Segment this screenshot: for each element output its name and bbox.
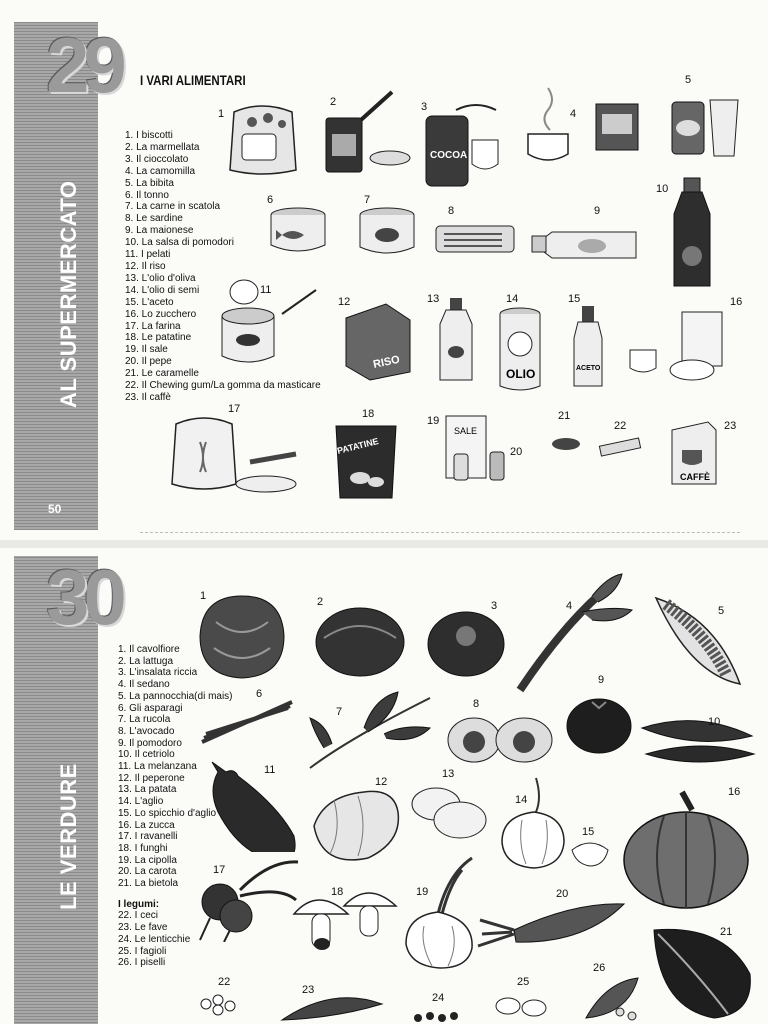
coffee-pack-illustration	[668, 420, 720, 488]
picture-number: 15	[582, 826, 595, 838]
picture-number: 4	[566, 600, 573, 612]
picture-number: 1	[218, 108, 225, 120]
picture-number: 13	[442, 768, 455, 780]
list-item: 14. L'aglio	[118, 796, 164, 808]
broad-beans-illustration	[276, 990, 386, 1024]
picture-number: 26	[593, 962, 606, 974]
picture-number: 15	[568, 293, 581, 305]
biscuits-bag-illustration	[222, 98, 304, 178]
list-item: 3. L'insalata riccia	[118, 667, 198, 679]
picture-number: 5	[685, 74, 692, 86]
picture-number: 23	[302, 984, 315, 996]
list-item: 10. La salsa di pomodori	[125, 237, 234, 249]
picture-number: 8	[473, 698, 480, 710]
picture-number: 1	[200, 590, 207, 602]
list-item: 21. La bietola	[118, 878, 179, 890]
list-item: 11. La melanzana	[118, 761, 197, 773]
mushrooms-illustration	[290, 884, 400, 960]
list-item: 23. Il caffè	[125, 391, 171, 403]
list-item: 19. La cipolla	[118, 854, 177, 866]
list-item: 15. Lo spicchio d'aglio	[118, 807, 217, 819]
list-item: 21. Le caramelle	[125, 368, 199, 380]
list-item: 8. Le sardine	[125, 213, 183, 225]
crisps-bag-illustration	[330, 418, 402, 502]
list-item: 20. Il pepe	[125, 356, 172, 368]
eggplant-illustration	[200, 756, 304, 852]
picture-number: 2	[317, 596, 324, 608]
canned-meat-illustration	[357, 205, 417, 257]
picture-number: 16	[730, 296, 743, 308]
riso-label: RISO	[372, 353, 401, 371]
list-item: 7. La rucola	[118, 714, 171, 726]
picture-number: 20	[556, 888, 569, 900]
garlic-clove-illustration	[568, 836, 612, 868]
list-item: 24. Le lenticchie	[118, 933, 191, 945]
page-number: 50	[48, 502, 62, 516]
list-item: 13. La patata	[118, 784, 177, 796]
aceto-label: ACETO	[576, 365, 601, 372]
picture-number: 5	[718, 605, 725, 617]
picture-number: 4	[570, 108, 577, 120]
tomato-sauce-bottle-illustration	[668, 176, 716, 294]
list-item: 8. L'avocado	[118, 725, 175, 737]
cucumber-illustration	[636, 714, 758, 768]
curly-endive-illustration	[426, 606, 506, 680]
list-item: 4. La camomilla	[125, 165, 196, 177]
picture-number: 18	[331, 886, 344, 898]
flour-bag-illustration	[170, 412, 302, 496]
asparagus-illustration	[198, 692, 298, 748]
list-item: 6. Gli asparagi	[118, 702, 183, 714]
salt-and-pepper-illustration	[440, 412, 523, 488]
list-item: 5. La pannocchia(di mais)	[118, 690, 233, 702]
tomato-illustration	[564, 694, 634, 754]
list-item: 15. L'aceto	[125, 296, 174, 308]
corn-cob-illustration	[646, 588, 746, 692]
picture-number: 7	[336, 706, 343, 718]
lentils-illustration	[408, 1008, 468, 1024]
picture-number: 17	[228, 403, 241, 415]
mayonnaise-tube-illustration	[530, 222, 642, 268]
chard-illustration	[646, 922, 754, 1024]
chocolate-jar-illustration	[420, 100, 506, 190]
carrot-illustration	[474, 900, 630, 954]
list-item: 16. Lo zucchero	[125, 308, 197, 320]
list-item: 13. L'olio d'oliva	[125, 272, 196, 284]
list-item: 9. La maionese	[125, 225, 194, 237]
list-item: 3. Il cioccolato	[125, 153, 189, 165]
list-item: 14. L'olio di semi	[125, 284, 200, 296]
list-item: 5. La bibita	[125, 177, 174, 189]
list-item: 18. Le patatine	[125, 332, 192, 344]
list-item: 20. La carota	[118, 866, 177, 878]
picture-number: 17	[213, 864, 226, 876]
caffe-label: CAFFÈ	[680, 472, 710, 482]
picture-number: 12	[338, 296, 351, 308]
list-item: 25. I fagioli	[118, 945, 167, 957]
potato-illustration	[408, 782, 490, 842]
list-item: 2. La marmellata	[125, 141, 200, 153]
list-item: 18. I funghi	[118, 842, 168, 854]
picture-number: 8	[448, 205, 455, 217]
olio-label: OLIO	[506, 367, 536, 381]
page-verdure	[0, 548, 768, 1024]
list-item: 6. Il tonno	[125, 189, 169, 201]
picture-number: 2	[330, 96, 337, 108]
picture-number: 9	[598, 674, 605, 686]
tuna-can-illustration	[268, 205, 330, 255]
cauliflower-illustration	[196, 592, 288, 680]
chapter-number: 30	[46, 553, 121, 641]
list-item: 23. Le fave	[118, 922, 168, 934]
section-heading: I VARI ALIMENTARI	[140, 72, 246, 88]
picture-number: 10	[708, 716, 721, 728]
list-item: 4. Il sedano	[118, 679, 170, 691]
list-item: 10. Il cetriolo	[118, 749, 175, 761]
list-item: 12. Il riso	[125, 260, 166, 272]
picture-number: 19	[416, 886, 429, 898]
picture-number: 12	[375, 776, 388, 788]
chapter-title: LE VERDURE	[56, 763, 81, 910]
list-item: 9. Il pomodoro	[118, 737, 182, 749]
picture-number: 7	[364, 194, 371, 206]
list-item: 17. La farina	[125, 320, 181, 332]
garlic-illustration	[498, 776, 568, 870]
cut-line	[140, 532, 740, 533]
picture-number: 19	[427, 415, 440, 427]
olive-oil-bottle-illustration	[436, 296, 476, 384]
list-item: 1. I biscotti	[125, 130, 173, 141]
list-item: 12. Il peperone	[118, 772, 185, 784]
sale-label: SALE	[454, 426, 478, 436]
list-item: 2. La lattuga	[118, 655, 174, 667]
lettuce-illustration	[314, 602, 406, 680]
list-item: 7. La carne in scatola	[125, 201, 221, 213]
picture-number: 14	[515, 794, 528, 806]
picture-number: 18	[362, 408, 375, 420]
picture-number: 21	[558, 410, 571, 422]
picture-number: 21	[720, 926, 733, 938]
list-item: 26. I piselli	[118, 957, 166, 969]
cocoa-label: COCOA	[430, 150, 468, 161]
picture-number: 14	[506, 293, 519, 305]
list-item: 19. Il sale	[125, 344, 168, 356]
pumpkin-illustration	[620, 788, 754, 912]
list-item: 16. La zucca	[118, 819, 175, 831]
pepper-illustration	[304, 786, 404, 866]
picture-number: 23	[724, 420, 737, 432]
candies-and-gum-illustration	[546, 430, 646, 462]
picture-number: 16	[728, 786, 741, 798]
list-item: 1. Il cavolfiore	[118, 644, 180, 655]
picture-number: 25	[517, 976, 530, 988]
picture-number: 3	[421, 101, 428, 113]
picture-number: 22	[614, 420, 627, 432]
sugar-illustration	[626, 306, 732, 390]
list-item: 22. Il Chewing gum/La gomma da masticare	[125, 380, 321, 392]
picture-number: 6	[267, 194, 274, 206]
vinegar-bottle-illustration	[568, 304, 608, 390]
chickpeas-illustration	[196, 992, 246, 1016]
chapter-title: AL SUPERMERCATO	[56, 180, 81, 408]
list-item: 17. I ravanelli	[118, 831, 178, 843]
celery-illustration	[512, 572, 642, 696]
picture-number: 22	[218, 976, 231, 988]
picture-number: 9	[594, 205, 601, 217]
avocado-illustration	[444, 712, 556, 768]
radishes-illustration	[180, 860, 300, 942]
rice-box-illustration	[336, 298, 416, 382]
picture-number: 13	[427, 293, 440, 305]
patatine-label: PATATINE	[336, 435, 380, 456]
seed-oil-bottle-illustration	[496, 306, 546, 392]
page-gap	[0, 540, 768, 548]
picture-number: 3	[491, 600, 498, 612]
peas-illustration	[580, 972, 644, 1024]
picture-number: 10	[656, 183, 669, 195]
rocket-salad-illustration	[304, 688, 434, 772]
picture-number: 6	[256, 688, 263, 700]
list-item: 22. I ceci	[118, 910, 159, 922]
sardines-tin-illustration	[432, 216, 518, 258]
beans-illustration	[492, 992, 558, 1022]
list-item: 11. I pelati	[125, 249, 171, 261]
picture-number: 20	[510, 446, 523, 458]
chapter-number: 29	[46, 21, 121, 109]
picture-number: 11	[260, 284, 272, 296]
soft-drink-illustration	[668, 90, 746, 160]
legumes-heading: I legumi:	[118, 898, 160, 910]
chamomile-tea-illustration	[520, 80, 650, 170]
picture-number: 11	[264, 764, 276, 776]
picture-number: 24	[432, 992, 445, 1004]
